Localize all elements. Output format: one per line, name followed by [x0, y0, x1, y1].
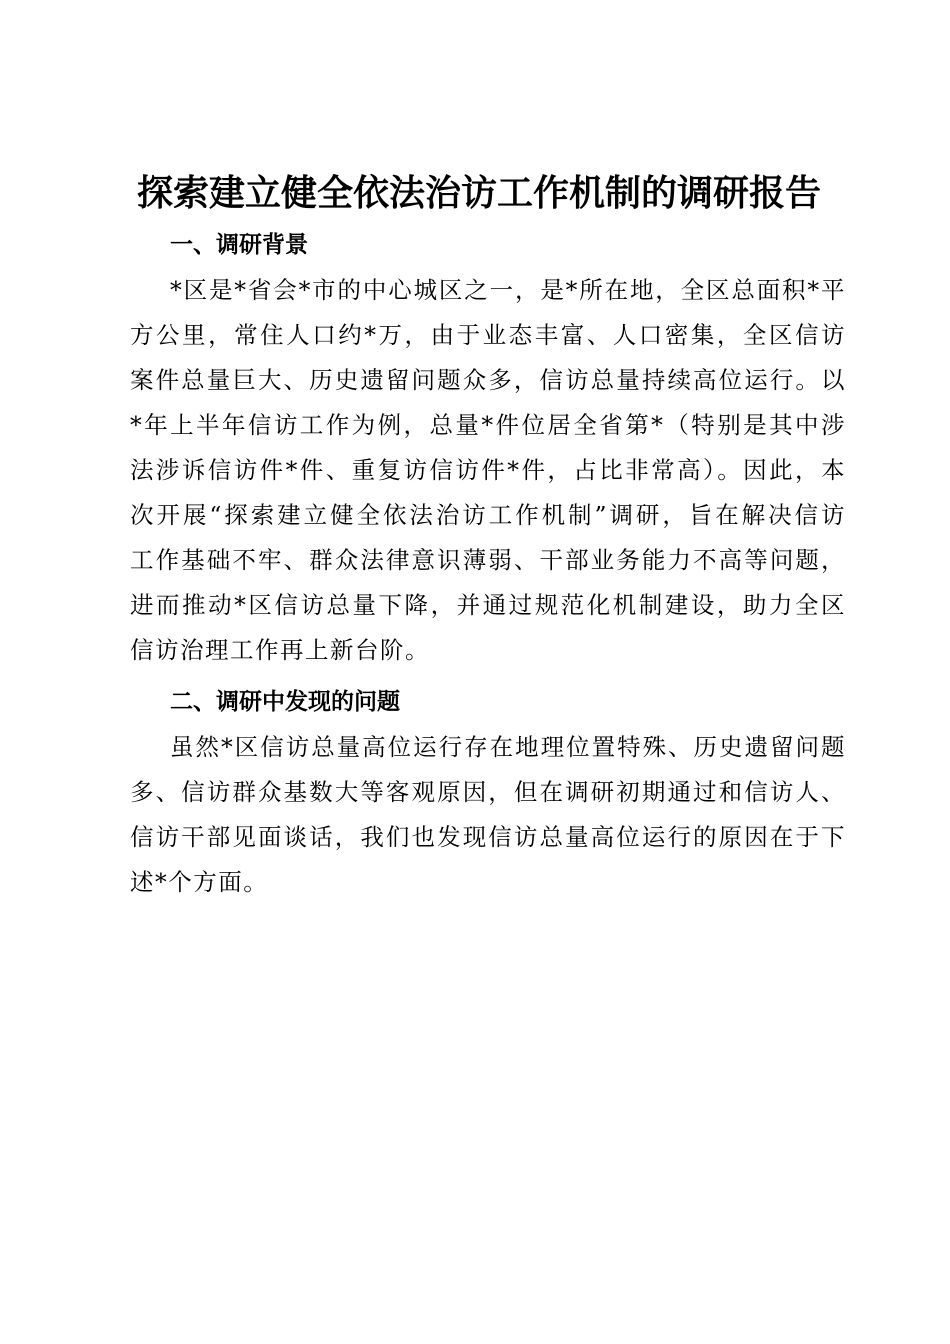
paragraph-line: 法涉诉信访件*件、重复访信访件*件，占比非常高）。因此，本	[130, 456, 846, 484]
document-title: 探索建立健全依法治访工作机制的调研报告	[136, 172, 821, 214]
paragraph-line: 信访干部见面谈话，我们也发现信访总量高位运行的原因在于下	[130, 823, 846, 851]
paragraph-line: 虽然*区信访总量高位运行存在地理位置特殊、历史遗留问题	[170, 733, 846, 761]
paragraph-line: 述*个方面。	[130, 868, 269, 896]
section-problems	[130, 685, 846, 905]
section-paragraph	[130, 725, 846, 905]
paragraph-line: 进而推动*区信访总量下降，并通过规范化机制建设，助力全区	[130, 591, 846, 619]
paragraph-line: 方公里，常住人口约*万，由于业态丰富、人口密集，全区信访	[130, 321, 846, 349]
paragraph-line: 次开展“探索建立健全依法治访工作机制”调研，旨在解决信访	[130, 501, 846, 529]
paragraph-line: 工作基础不牢、群众法律意识薄弱、干部业务能力不高等问题，	[130, 546, 846, 574]
paragraph-line: 多、信访群众基数大等客观原因，但在调研初期通过和信访人、	[130, 778, 846, 806]
section-background	[130, 228, 846, 673]
paragraph-line: *区是*省会*市的中心城区之一，是*所在地，全区总面积*平	[170, 276, 846, 304]
paragraph-line: 案件总量巨大、历史遗留问题众多，信访总量持续高位运行。以	[130, 366, 846, 394]
paragraph-line: 信访治理工作再上新台阶。	[130, 636, 430, 664]
section-paragraph	[130, 268, 846, 673]
section-heading: 一、调研背景	[170, 232, 308, 258]
paragraph-line: *年上半年信访工作为例，总量*件位居全省第*（特别是其中涉	[130, 411, 846, 439]
section-heading: 二、调研中发现的问题	[170, 689, 400, 715]
